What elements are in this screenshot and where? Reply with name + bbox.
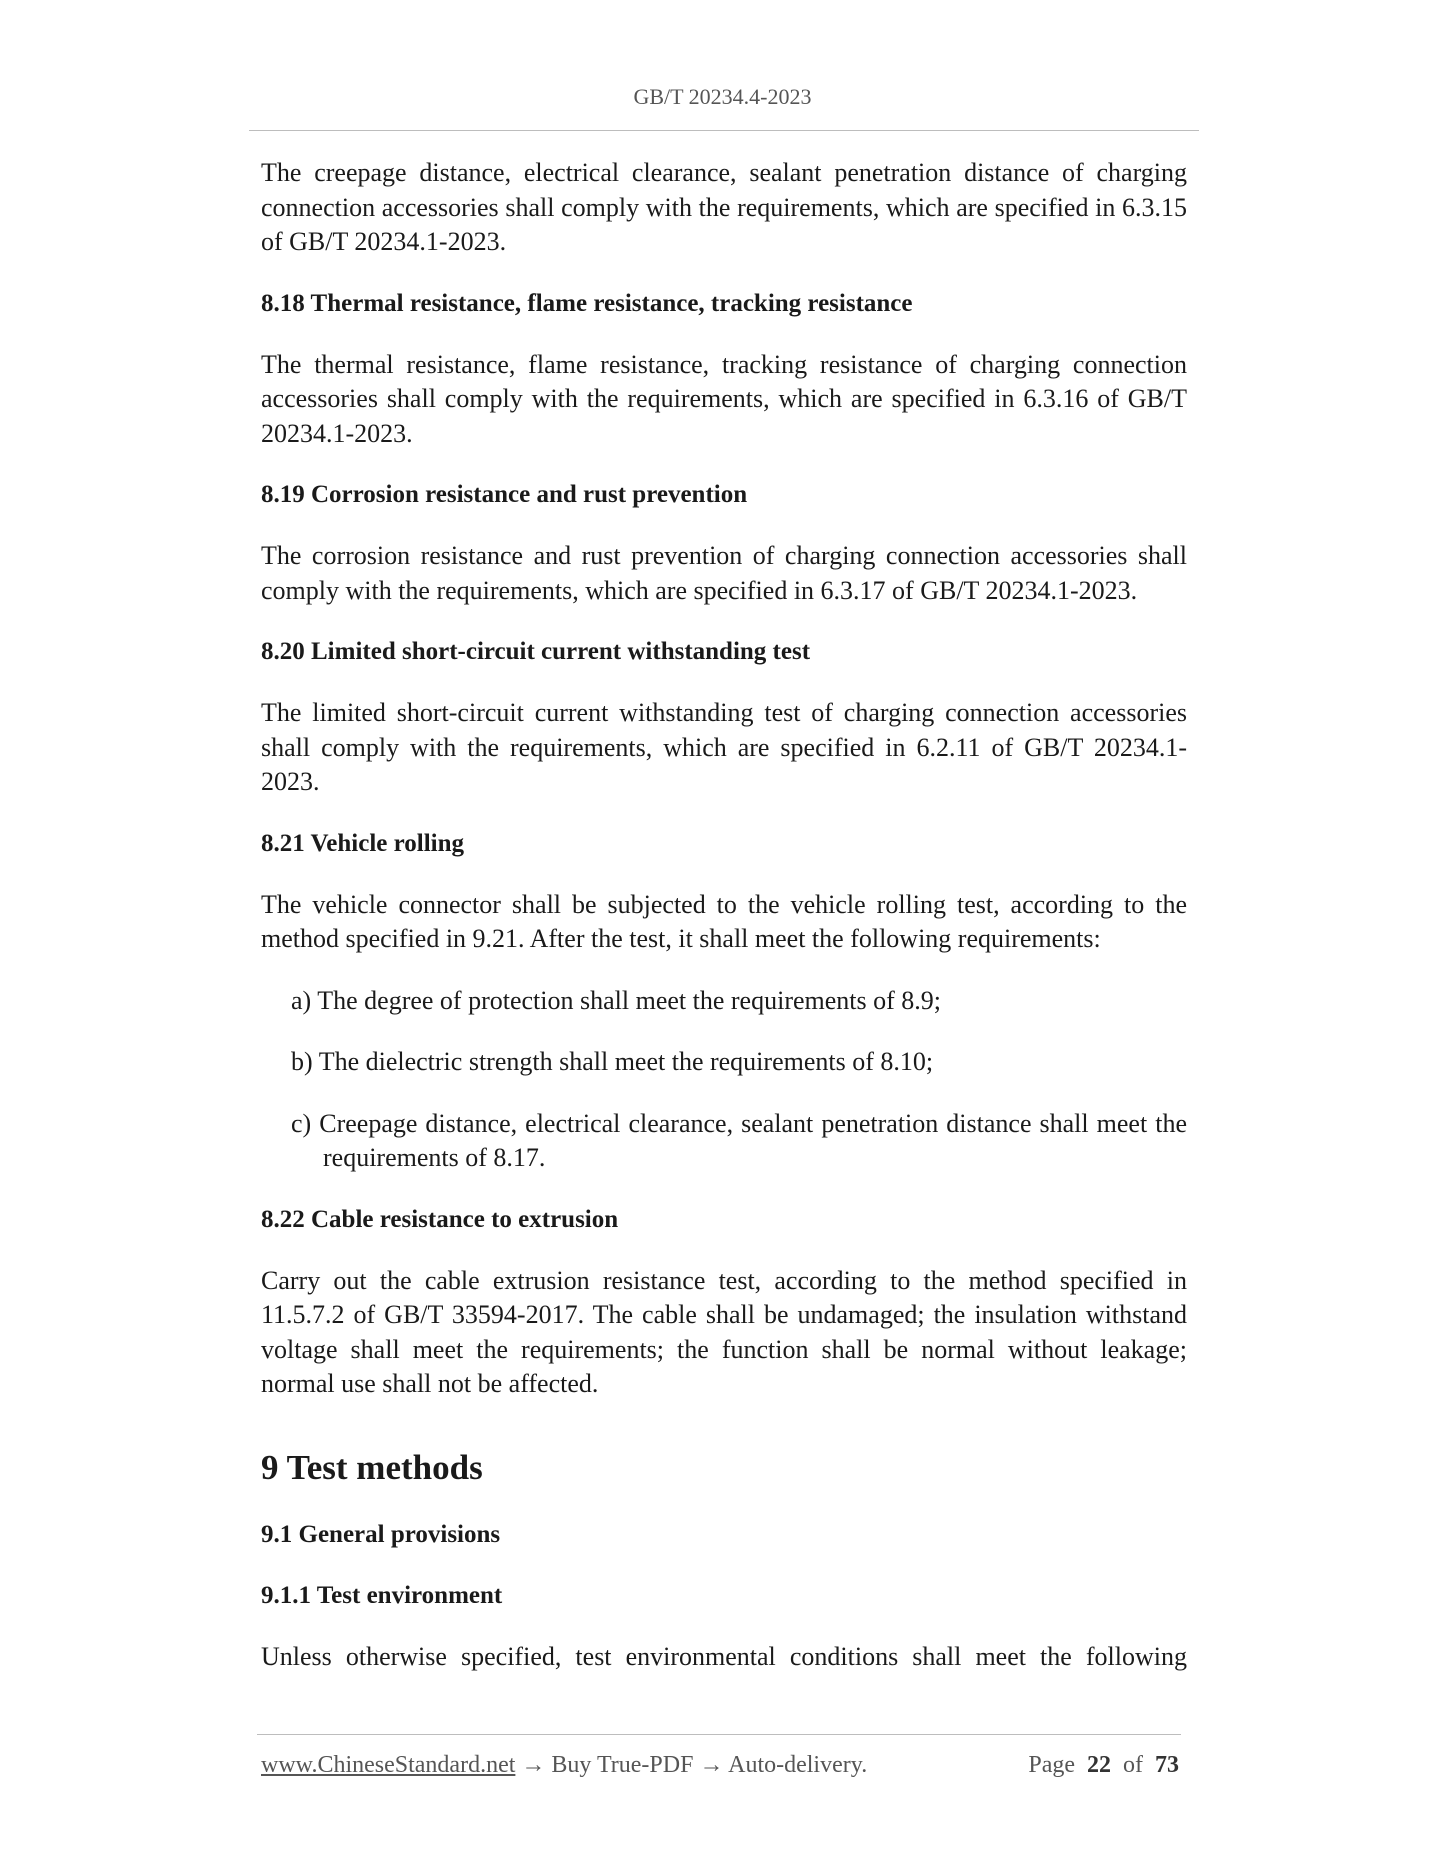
section-8-21-text: The vehicle connector shall be subjected to the vehicle rolling test, according to the method specified in 9.21. After the test, it shall meet the following requirements:	[261, 889, 1187, 953]
section-8-22-text: Carry out the cable extrusion resistance test, according to the method specified in 11.5.7.2 of GB/T 33594-2017. The cable shall be undamaged; the insulation withstand voltage shall meet the requirements; the function shall be normal without leakage; normal use shall not be affected.	[261, 1265, 1187, 1398]
section-9-1-1-text: Unless otherwise specified, test environmental conditions shall meet the following	[261, 1641, 1187, 1671]
requirement-item-c: c) Creepage distance, electrical clearance, sealant penetration distance shall meet the requirements of 8.17.	[291, 1108, 1187, 1172]
section-9-1-heading: 9.1 General provisions	[261, 1520, 501, 1548]
requirement-item-a: a) The degree of protection shall meet the requirements of 8.9;	[291, 985, 941, 1015]
chapter-9-heading: 9 Test methods	[261, 1447, 483, 1487]
page-current: 22	[1087, 1752, 1111, 1778]
section-8-21-heading: 8.21 Vehicle rolling	[261, 829, 465, 857]
page-total: 73	[1155, 1752, 1179, 1778]
page-of-label: of	[1123, 1752, 1143, 1778]
section-8-18-heading: 8.18 Thermal resistance, flame resistance, tracking resistance	[261, 289, 913, 317]
website-link[interactable]: www.ChineseStandard.net	[261, 1752, 516, 1778]
section-8-20-heading: 8.20 Limited short-circuit current withstanding test	[261, 638, 811, 665]
document-body	[261, 156, 1187, 1701]
page-footer	[261, 1752, 1179, 1786]
header-divider	[249, 130, 1199, 131]
page-header: GB/T 20234.4-2023	[633, 84, 812, 109]
footer-divider	[257, 1734, 1181, 1735]
section-9-1-1-heading: 9.1.1 Test environment	[261, 1581, 503, 1609]
page-label: Page	[1028, 1752, 1075, 1778]
intro-paragraph: The creepage distance, electrical clearance, sealant penetration distance of charging connection accessories shall comply with the requirements, which are specified in 6.3.15 of GB/T 20234.1-2023.	[261, 158, 1187, 256]
section-8-18-text: The thermal resistance, flame resistance, tracking resistance of charging connection accessories shall comply with the requirements, which are specified in 6.3.16 of GB/T 20234.1-2023.	[261, 349, 1187, 448]
page-number	[1028, 1752, 1179, 1779]
section-8-19-heading: 8.19 Corrosion resistance and rust prevention	[261, 481, 748, 508]
footer-promo	[261, 1752, 867, 1779]
section-8-20-text: The limited short-circuit current withstanding test of charging connection accessories shall comply with the requirements, which are specified in 6.2.11 of GB/T 20234.1-2023.	[261, 698, 1187, 796]
requirement-item-b: b) The dielectric strength shall meet the requirements of 8.10;	[291, 1047, 934, 1076]
footer-nav-text: → Buy True-PDF → Auto-delivery.	[515, 1752, 868, 1778]
section-8-19-text: The corrosion resistance and rust prevention of charging connection accessories shall comply with the requirements, which are specified in 6.3.17 of GB/T 20234.1-2023.	[261, 541, 1187, 605]
section-8-22-heading: 8.22 Cable resistance to extrusion	[261, 1205, 619, 1233]
